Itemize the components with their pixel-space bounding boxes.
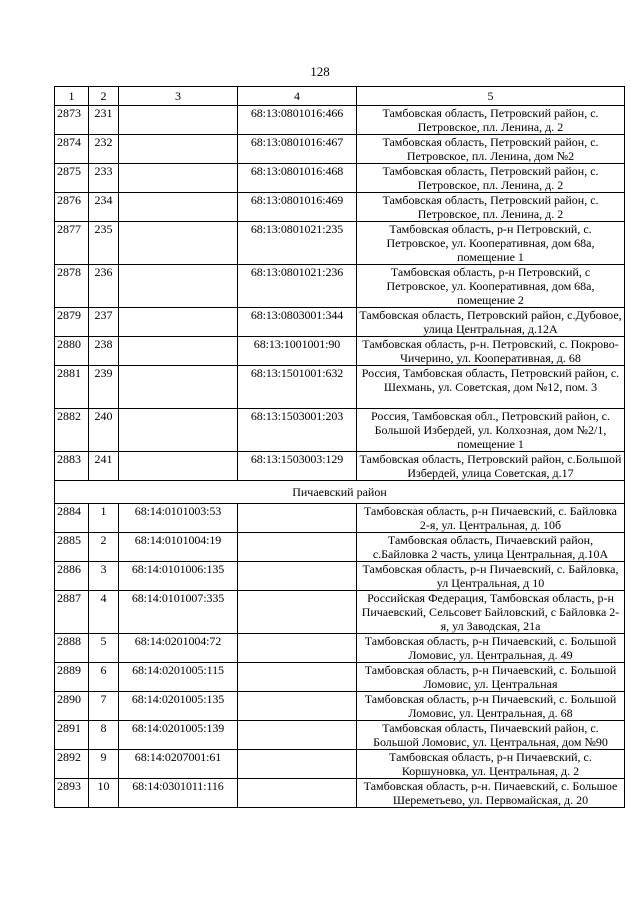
- row-index: 236: [89, 265, 119, 308]
- column-header: 4: [238, 87, 357, 106]
- property-registry-table: [54, 86, 625, 808]
- address-cell: Тамбовская область, Пичаевский район, с.Байловка 2 часть, улица Центральная, д.10А: [357, 533, 625, 562]
- row-number: 2878: [55, 265, 89, 308]
- row-index: 233: [89, 164, 119, 193]
- table-row: [55, 409, 625, 452]
- cadastral-cell-col3: [119, 265, 238, 308]
- column-header: 3: [119, 87, 238, 106]
- table-row: [55, 750, 625, 779]
- row-number: 2888: [55, 634, 89, 663]
- cadastral-cell-col3: 68:14:0201005:139: [119, 721, 238, 750]
- address-cell: Российская Федерация, Тамбовская область, р-н Пичаевский, Сельсовет Байловский, с Байловка 2-я, ул Заводская, 21а: [357, 591, 625, 634]
- row-number: 2881: [55, 366, 89, 409]
- cadastral-cell-col4: [238, 692, 357, 721]
- table-row: [55, 337, 625, 366]
- address-cell: Тамбовская область, Петровский район, с. Петровское, пл. Ленина, д. 2: [357, 164, 625, 193]
- cadastral-cell-col3: [119, 452, 238, 481]
- row-number: 2874: [55, 135, 89, 164]
- table-row: [55, 779, 625, 808]
- table-row: [55, 135, 625, 164]
- cadastral-cell-col4: 68:13:1503003:129: [238, 452, 357, 481]
- cadastral-cell-col4: [238, 663, 357, 692]
- address-cell: Россия, Тамбовская обл., Петровский район, с. Большой Избердей, ул. Колхозная, дом №2/1, помещение 1: [357, 409, 625, 452]
- address-cell: Тамбовская область, Петровский район, с. Петровское, пл. Ленина, д. 2: [357, 193, 625, 222]
- cadastral-cell-col3: 68:14:0201005:135: [119, 692, 238, 721]
- table-row: [55, 452, 625, 481]
- row-number: 2880: [55, 337, 89, 366]
- cadastral-cell-col4: 68:13:0801021:235: [238, 222, 357, 265]
- table-row: [55, 562, 625, 591]
- cadastral-cell-col4: [238, 533, 357, 562]
- row-number: 2883: [55, 452, 89, 481]
- table-row: [55, 634, 625, 663]
- cadastral-cell-col4: 68:13:1501001:632: [238, 366, 357, 409]
- cadastral-cell-col3: 68:14:0101004:19: [119, 533, 238, 562]
- row-index: 5: [89, 634, 119, 663]
- cadastral-cell-col4: [238, 634, 357, 663]
- cadastral-cell-col4: [238, 721, 357, 750]
- cadastral-cell-col4: [238, 591, 357, 634]
- cadastral-cell-col3: 68:14:0101006:135: [119, 562, 238, 591]
- cadastral-cell-col3: [119, 222, 238, 265]
- row-number: 2893: [55, 779, 89, 808]
- cadastral-cell-col4: 68:13:0801016:467: [238, 135, 357, 164]
- row-number: 2886: [55, 562, 89, 591]
- address-cell: Тамбовская область, Петровский район, с. Петровское, пл. Ленина, д. 2: [357, 106, 625, 135]
- row-number: 2877: [55, 222, 89, 265]
- cadastral-cell-col4: [238, 562, 357, 591]
- row-index: 241: [89, 452, 119, 481]
- row-number: 2892: [55, 750, 89, 779]
- cadastral-cell-col3: 68:14:0201005:115: [119, 663, 238, 692]
- row-index: 9: [89, 750, 119, 779]
- cadastral-cell-col4: 68:13:0803001:344: [238, 308, 357, 337]
- row-index: 2: [89, 533, 119, 562]
- cadastral-cell-col4: 68:13:0801016:466: [238, 106, 357, 135]
- section-row: [55, 481, 625, 504]
- row-index: 231: [89, 106, 119, 135]
- row-index: 239: [89, 366, 119, 409]
- row-number: 2887: [55, 591, 89, 634]
- cadastral-cell-col3: [119, 409, 238, 452]
- cadastral-cell-col3: 68:14:0201004:72: [119, 634, 238, 663]
- column-header: 5: [357, 87, 625, 106]
- row-index: 238: [89, 337, 119, 366]
- address-cell: Тамбовская область, Пичаевский район, с. Большой Ломовис, ул. Центральная, дом №90: [357, 721, 625, 750]
- table-row: [55, 164, 625, 193]
- page-number: 128: [310, 64, 330, 79]
- cadastral-cell-col3: [119, 337, 238, 366]
- cadastral-cell-col4: 68:13:1503001:203: [238, 409, 357, 452]
- cadastral-cell-col3: 68:14:0301011:116: [119, 779, 238, 808]
- address-cell: Тамбовская область, р-н Пичаевский, с. Большой Ломовис, ул. Центральная: [357, 663, 625, 692]
- row-number: 2882: [55, 409, 89, 452]
- column-header: 1: [55, 87, 89, 106]
- column-header-row: [55, 87, 625, 106]
- row-index: 235: [89, 222, 119, 265]
- address-cell: Тамбовская область, р-н Пичаевский, с. Коршуновка, ул. Центральная, д. 2: [357, 750, 625, 779]
- row-number: 2879: [55, 308, 89, 337]
- cadastral-cell-col4: [238, 750, 357, 779]
- row-number: 2876: [55, 193, 89, 222]
- table-row: [55, 106, 625, 135]
- address-cell: Тамбовская область, р-н Пичаевский, с. Байловка, ул Центральная, д 10: [357, 562, 625, 591]
- address-cell: Тамбовская область, р-н Пичаевский, с. Байловка 2-я, ул. Центральная, д. 10б: [357, 504, 625, 533]
- table-row: [55, 504, 625, 533]
- address-cell: Россия, Тамбовская область, Петровский район, с. Шехмань, ул. Советская, дом №12, пом. 3: [357, 366, 625, 409]
- row-index: 234: [89, 193, 119, 222]
- cadastral-cell-col3: [119, 193, 238, 222]
- cadastral-cell-col3: 68:14:0207001:61: [119, 750, 238, 779]
- row-number: 2890: [55, 692, 89, 721]
- row-index: 6: [89, 663, 119, 692]
- cadastral-cell-col3: 68:14:0101007:335: [119, 591, 238, 634]
- address-cell: Тамбовская область, р-н Петровский, с. Петровское, ул. Кооперативная, дом 68а, помещение 1: [357, 222, 625, 265]
- table-row: [55, 663, 625, 692]
- row-number: 2873: [55, 106, 89, 135]
- table-row: [55, 222, 625, 265]
- row-index: 10: [89, 779, 119, 808]
- cadastral-cell-col4: 68:13:0801016:468: [238, 164, 357, 193]
- table-row: [55, 721, 625, 750]
- address-cell: Тамбовская область, Петровский район, с.Дубовое, улица Центральная, д.12А: [357, 308, 625, 337]
- address-cell: Тамбовская область, р-н. Петровский, с. Покрово-Чичерино, ул. Кооперативная, д. 68: [357, 337, 625, 366]
- table-row: [55, 308, 625, 337]
- row-number: 2891: [55, 721, 89, 750]
- section-title: Пичаевский район: [55, 481, 625, 504]
- row-number: 2889: [55, 663, 89, 692]
- table-row: [55, 591, 625, 634]
- address-cell: Тамбовская область, Петровский район, с.Большой Избердей, улица Советская, д.17: [357, 452, 625, 481]
- row-index: 4: [89, 591, 119, 634]
- address-cell: Тамбовская область, Петровский район, с. Петровское, пл. Ленина, дом №2: [357, 135, 625, 164]
- table-row: [55, 533, 625, 562]
- row-index: 237: [89, 308, 119, 337]
- table-row: [55, 366, 625, 409]
- cadastral-cell-col4: 68:13:0801016:469: [238, 193, 357, 222]
- row-number: 2875: [55, 164, 89, 193]
- row-number: 2884: [55, 504, 89, 533]
- row-index: 240: [89, 409, 119, 452]
- address-cell: Тамбовская область, р-н Пичаевский, с. Большой Ломовис, ул. Центральная, д. 49: [357, 634, 625, 663]
- row-index: 232: [89, 135, 119, 164]
- table-row: [55, 193, 625, 222]
- row-index: 7: [89, 692, 119, 721]
- address-cell: Тамбовская область, р-н Петровский, с Петровское, ул. Кооперативная, дом 68а, помещение 2: [357, 265, 625, 308]
- row-index: 8: [89, 721, 119, 750]
- row-index: 3: [89, 562, 119, 591]
- cadastral-cell-col3: [119, 164, 238, 193]
- cadastral-cell-col4: [238, 779, 357, 808]
- column-header: 2: [89, 87, 119, 106]
- cadastral-cell-col3: [119, 106, 238, 135]
- cadastral-cell-col3: [119, 366, 238, 409]
- cadastral-cell-col3: [119, 135, 238, 164]
- cadastral-cell-col4: 68:13:0801021:236: [238, 265, 357, 308]
- table-row: [55, 692, 625, 721]
- table-row: [55, 265, 625, 308]
- cadastral-cell-col3: [119, 308, 238, 337]
- cadastral-cell-col4: [238, 504, 357, 533]
- address-cell: Тамбовская область, р-н Пичаевский, с. Большой Ломовис, ул. Центральная, д. 68: [357, 692, 625, 721]
- row-index: 1: [89, 504, 119, 533]
- cadastral-cell-col4: 68:13:1001001:90: [238, 337, 357, 366]
- cadastral-cell-col3: 68:14:0101003:53: [119, 504, 238, 533]
- address-cell: Тамбовская область, р-н. Пичаевский, с. Большое Шереметьево, ул. Первомайская, д. 20: [357, 779, 625, 808]
- row-number: 2885: [55, 533, 89, 562]
